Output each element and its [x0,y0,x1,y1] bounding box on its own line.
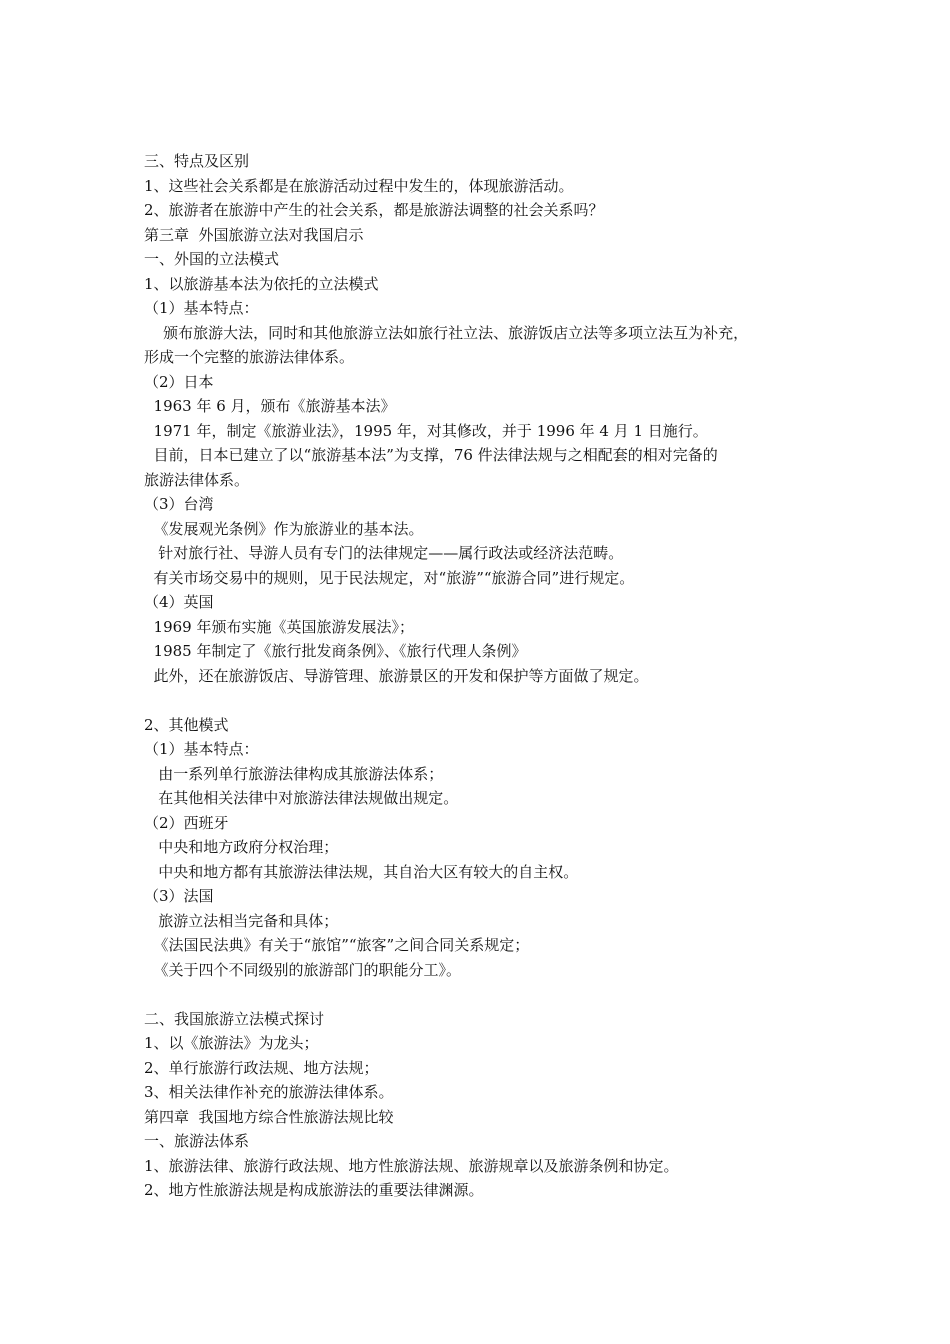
text-line: （1）基本特点： [144,299,259,317]
text-line: （3）法国 [144,887,214,905]
text-line: （2）西班牙 [144,813,229,832]
text-line: 1、以《旅游法》为龙头； [144,1034,319,1052]
text-line: 此外，还在旅游饭店、导游管理、旅游景区的开发和保护等方面做了规定。 [144,666,649,685]
text-line: 2、旅游者在旅游中产生的社会关系，都是旅游法调整的社会关系吗？ [144,201,604,219]
text-line: 目前，日本已建立了以“旅游基本法”为支撑，76 件法律法规与之相配套的相对完备的 [144,446,718,464]
blank-line [144,982,824,1007]
text-line: 2、地方性旅游法规是构成旅游法的重要法律渊源。 [144,1181,484,1199]
text-line: 在其他相关法律中对旅游法律法规做出规定。 [144,789,459,807]
text-line: 1、旅游法律、旅游行政法规、地方性旅游法规、旅游规章以及旅游条例和协定。 [144,1156,679,1175]
text-line: 颁布旅游大法，同时和其他旅游立法如旅行社立法、旅游饭店立法等多项立法互为补充， [144,323,749,342]
text-line: 1、这些社会关系都是在旅游活动过程中发生的，体现旅游活动。 [144,176,574,195]
section-heading: 一、旅游法体系 [144,1132,250,1150]
text-line: 1985 年制定了《旅行批发商条例》、《旅行代理人条例》 [144,642,527,660]
text-line: 《发展观光条例》作为旅游业的基本法。 [144,519,424,538]
text-line: 旅游立法相当完备和具体； [144,911,339,930]
text-line: 中央和地方都有其旅游法律法规，其自治大区有较大的自主权。 [144,862,579,881]
document-body [144,149,824,1203]
text-line: 针对旅行社、导游人员有专门的法律规定——属行政法或经济法范畴。 [144,544,624,562]
text-line: 2、其他模式 [144,715,229,734]
text-line: （2）日本 [144,372,214,391]
text-line: 3、相关法律作补充的旅游法律体系。 [144,1083,394,1101]
text-line: 中央和地方政府分权治理； [144,838,339,856]
section-heading: 二、我国旅游立法模式探讨 [144,1009,325,1028]
chapter-heading: 第四章 我国地方综合性旅游法规比较 [144,1107,394,1126]
chapter-heading: 第三章 外国旅游立法对我国启示 [144,225,364,244]
text-line: （4）英国 [144,593,214,611]
text-line: 《法国民法典》有关于“旅馆”“旅客”之间合同关系规定； [144,936,530,954]
text-line: （1）基本特点： [144,740,259,758]
text-line: 《关于四个不同级别的旅游部门的职能分工》。 [144,960,462,979]
text-line: 1969 年颁布实施《英国旅游发展法》； [144,617,414,636]
text-line: 旅游法律体系。 [144,470,250,489]
section-heading: 三、特点及区别 [144,152,250,170]
section-heading: 一、外国的立法模式 [144,250,280,268]
text-line: 形成一个完整的旅游法律体系。 [144,348,355,366]
text-line: 有关市场交易中的规则，见于民法规定，对“旅游”“旅游合同”进行规定。 [144,568,635,587]
text-line: 2、单行旅游行政法规、地方法规； [144,1058,379,1077]
text-line: （3）台湾 [144,495,214,513]
text-line: 1971 年，制定《旅游业法》，1995 年，对其修改，并于 1996 年 4 月 1 日施行。 [144,421,708,440]
text-line: 1963 年 6 月，颁布《旅游基本法》 [144,397,396,415]
text-line: 1、以旅游基本法为依托的立法模式 [144,274,379,293]
blank-line [144,688,824,713]
text-line: 由一系列单行旅游法律构成其旅游法体系； [144,764,444,783]
